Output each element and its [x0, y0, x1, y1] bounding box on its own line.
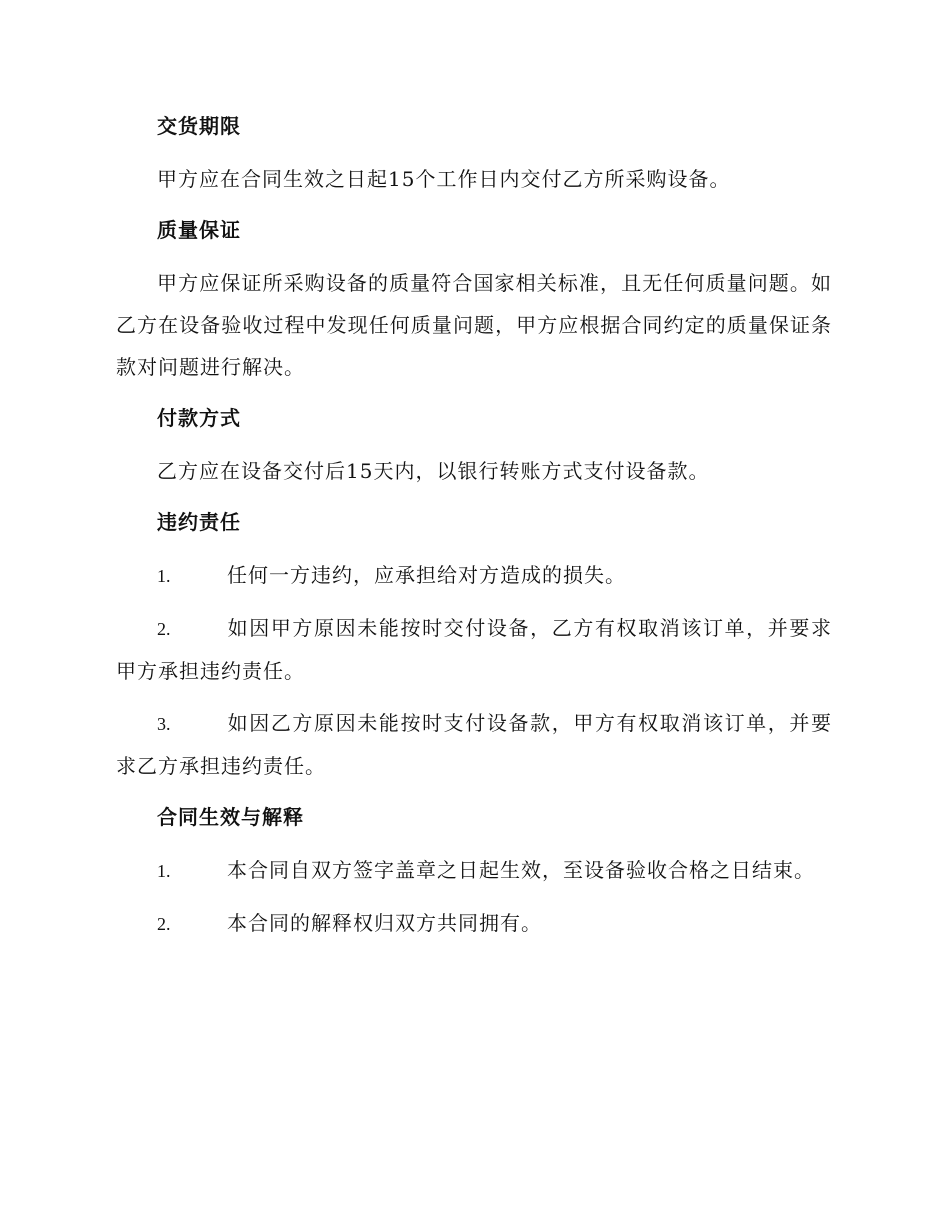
heading-quality-guarantee: 质量保证	[157, 218, 241, 242]
list-item-number: 1.	[157, 566, 171, 586]
list-item-text: 如因乙方原因未能按时支付设备款，甲方有权取消该订单，并要求乙方承担违约责任。	[116, 711, 832, 778]
list-item-number: 2.	[157, 914, 171, 934]
list-item	[116, 554, 832, 597]
list-item-text: 本合同的解释权归双方共同拥有。	[227, 911, 542, 935]
list-item-text: 本合同自双方签字盖章之日起生效，至设备验收合格之日结束。	[227, 858, 815, 882]
paragraph-payment-method: 乙方应在设备交付后15天内，以银行转账方式支付设备款。	[157, 459, 710, 483]
list-item	[116, 902, 832, 945]
list-item-number: 3.	[157, 714, 171, 734]
list-item-text: 如因甲方原因未能按时交付设备，乙方有权取消该订单，并要求甲方承担违约责任。	[116, 616, 832, 683]
list-item-number: 1.	[157, 861, 171, 881]
list-item	[116, 702, 832, 787]
heading-effect-interpretation: 合同生效与解释	[157, 805, 304, 829]
heading-delivery-period: 交货期限	[157, 114, 241, 138]
paragraph-quality-guarantee: 甲方应保证所采购设备的质量符合国家相关标准，且无任何质量问题。如乙方在设备验收过程中发现任何质量问题，甲方应根据合同约定的质量保证条款对问题进行解决。	[116, 271, 832, 379]
heading-breach-liability: 违约责任	[157, 510, 241, 534]
list-item-number: 2.	[157, 619, 171, 639]
heading-payment-method: 付款方式	[157, 406, 241, 430]
list-item	[116, 607, 832, 692]
list-item	[116, 849, 832, 892]
document-body	[116, 106, 832, 955]
paragraph-delivery-period: 甲方应在合同生效之日起15个工作日内交付乙方所采购设备。	[157, 167, 731, 191]
list-item-text: 任何一方违约，应承担给对方造成的损失。	[227, 563, 626, 587]
